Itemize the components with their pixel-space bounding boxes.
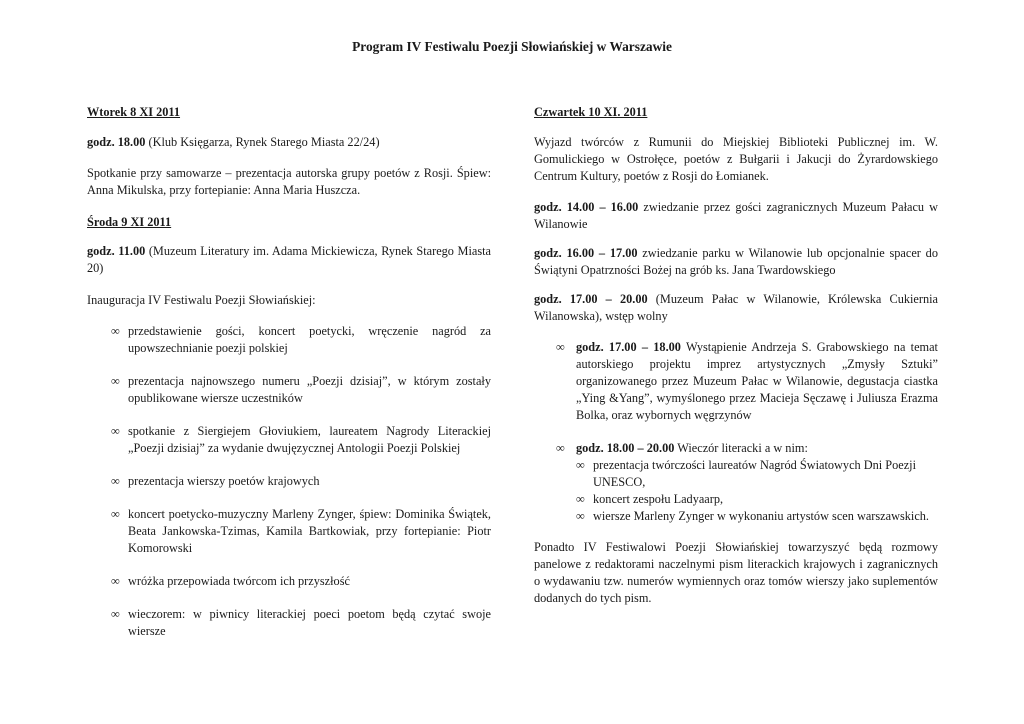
bullet-infinity-icon: ∞ xyxy=(111,607,120,621)
list-item: ∞ wróżka przepowiada twórcom ich przyszłość xyxy=(111,574,350,588)
bullet-infinity-icon: ∞ xyxy=(556,340,565,354)
list-item xyxy=(534,440,938,457)
list-item: ∞ wieczorem: w piwnicy literackiej poeci poetom będą czytać swoje wiersze xyxy=(111,607,491,638)
time-label: godz. 14.00 – 16.00 xyxy=(534,200,639,214)
event-tuesday-description: Spotkanie przy samowarze – prezentacja autorska grupy poetów z Rosji. Śpiew: Anna Mikulska, przy fortepianie: Anna Maria Huszcza. xyxy=(87,166,491,197)
venue-text: (Klub Księgarza, Rynek Starego Miasta 22/24) xyxy=(145,135,380,149)
list-item: ∞ prezentacja najnowszego numeru „Poezji dzisiaj”, w którym zostały opublikowane wiersze uczestników xyxy=(111,374,491,405)
bullet-infinity-icon: ∞ xyxy=(111,574,120,588)
right-column xyxy=(534,104,938,607)
left-column xyxy=(87,104,491,640)
list-item: ∞ koncert poetycko-muzyczny Marleny Zynger, śpiew: Dominika Świątek, Beata Jankowska-Tzimas, Kamila Bartkowiak, przy fortepianie: Piotr Komorowski xyxy=(111,507,491,555)
day-heading-tuesday: Wtorek 8 XI 2011 xyxy=(87,105,181,119)
day-heading-wednesday: Środa 9 XI 2011 xyxy=(87,215,172,229)
list-item xyxy=(534,339,938,424)
venue-text: (Muzeum Literatury im. Adama Mickiewicza, Rynek Starego Miasta 20) xyxy=(87,244,492,275)
bullet-infinity-icon: ∞ xyxy=(111,424,120,438)
slot-1400 xyxy=(534,199,938,233)
list-item: ∞ wiersze Marleny Zynger w wykonaniu artystów scen warszawskich. xyxy=(576,509,930,523)
bullet-infinity-icon: ∞ xyxy=(576,492,585,506)
list-item: ∞ prezentacja wierszy poetów krajowych xyxy=(111,474,320,488)
slot-text: zwiedzanie przez gości zagranicznych Muzeum Pałacu w Wilanowie xyxy=(534,200,938,231)
list-item: ∞ spotkanie z Siergiejem Głoviukiem, laureatem Nagrody Literackiej „Poezji dzisiaj” za wydanie dwujęzycznej Antologii Poezji Polskiej xyxy=(111,424,491,455)
slot-text: (Muzeum Pałac w Wilanowie, Królewska Cukiernia Wilanowska), wstęp wolny xyxy=(534,292,938,323)
inauguration-intro: Inauguracja IV Festiwalu Poezji Słowiańskiej: xyxy=(87,293,316,307)
event-tuesday-time xyxy=(87,134,491,151)
document-title: Program IV Festiwalu Poezji Słowiańskiej w Warszawie xyxy=(352,39,672,54)
bullet-infinity-icon: ∞ xyxy=(111,474,120,488)
bullet-infinity-icon: ∞ xyxy=(576,458,585,472)
time-label: godz. 11.00 xyxy=(87,244,146,258)
day-heading-thursday: Czwartek 10 XI. 2011 xyxy=(534,105,648,119)
time-label: godz. 17.00 – 20.00 xyxy=(534,292,648,306)
slot-text: zwiedzanie parku w Wilanowie lub opcjonalnie spacer do Świątyni Opatrzności Bożej na grób ks. Jana Twardowskiego xyxy=(534,246,938,277)
literary-evening-list xyxy=(534,457,938,525)
bullet-infinity-icon: ∞ xyxy=(576,509,585,523)
bullet-infinity-icon: ∞ xyxy=(111,507,120,521)
sub-text: Wystąpienie Andrzeja S. Grabowskiego na temat autorskiego projektu imprez artystycznych „Zmysły Sztuki” organizowanego przez Muzeum Pałac w Wilanowie, degustacja ciastka „Ying &Yang”, wymyślonego przez Macieja Sęczawę i Juliusza Erazma Bolka, oraz wybornych węgrzynów xyxy=(576,340,938,422)
event-wednesday-time xyxy=(87,243,491,277)
list-item: ∞ prezentacja twórczości laureatów Nagród Światowych Dni Poezji UNESCO, xyxy=(576,458,917,489)
sub-text: Wieczór literacki a w nim: xyxy=(674,441,808,455)
closing-paragraph: Ponadto IV Festiwalowi Poezji Słowiańskiej towarzyszyć będą rozmowy panelowe z redaktorami naczelnymi pism literackich krajowych i zagranicznych o wydawaniu tzw. numerów wymiennych oraz tomów wierszy jako suplementów dodanych do tych pism. xyxy=(534,540,938,605)
bullet-infinity-icon: ∞ xyxy=(556,441,565,455)
time-label: godz. 18.00 – 20.00 xyxy=(576,441,675,455)
slot-1600 xyxy=(534,245,938,279)
bullet-infinity-icon: ∞ xyxy=(111,374,120,388)
event-thursday-description: Wyjazd twórców z Rumunii do Miejskiej Biblioteki Publicznej im. W. Gomulickiego w Ostrołęce, poetów z Bułgarii i Jakucji do Żyrardowskiego Centrum Kultury, poetów z Rosji do Łomianek. xyxy=(534,135,938,183)
list-item: ∞ koncert zespołu Ladyaarp, xyxy=(576,492,724,506)
slot-1700 xyxy=(534,291,938,325)
inauguration-list xyxy=(87,323,491,640)
list-item: ∞ przedstawienie gości, koncert poetycki, wręczenie nagród za upowszechnianie poezji polskiej xyxy=(111,324,491,355)
time-label: godz. 18.00 xyxy=(87,135,146,149)
bullet-infinity-icon: ∞ xyxy=(111,324,120,338)
evening-program-list xyxy=(534,339,938,457)
time-label: godz. 17.00 – 18.00 xyxy=(576,340,681,354)
time-label: godz. 16.00 – 17.00 xyxy=(534,246,638,260)
